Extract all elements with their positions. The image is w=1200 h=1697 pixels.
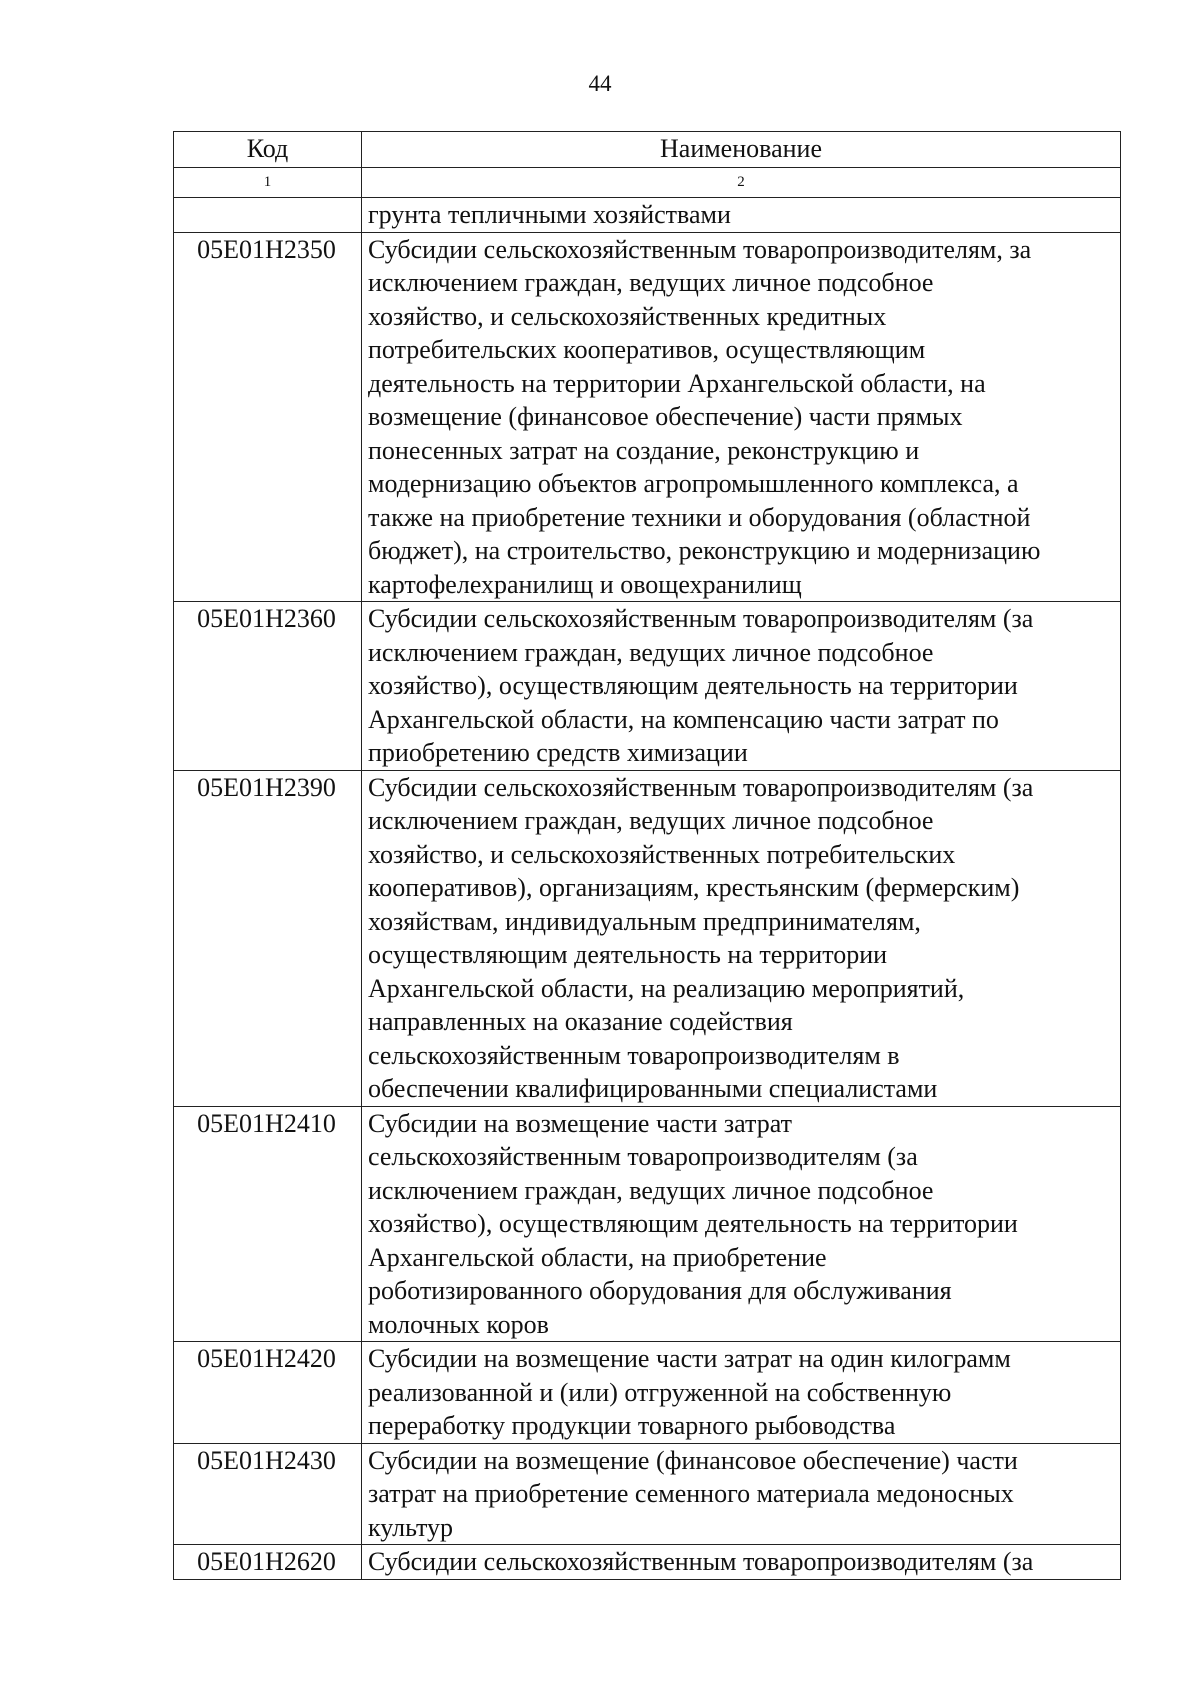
row-name	[362, 232, 1121, 602]
page-number: 44	[588, 71, 612, 96]
row-code: 05Е01Н2390	[174, 770, 362, 1106]
row-name-line: сельскохозяйственным товаропроизводителям в	[368, 1040, 900, 1070]
row-name-line: переработку продукции товарного рыбоводства	[368, 1411, 896, 1440]
row-name-line: хозяйствам, индивидуальным предпринимателям,	[368, 906, 921, 936]
header-code: Код	[174, 132, 362, 168]
row-name-line: исключением граждан, ведущих личное подсобное	[368, 806, 934, 835]
row-code: 05Е01Н2620	[174, 1545, 362, 1580]
row-name	[362, 1545, 1121, 1580]
row-name-line: затрат на приобретение семенного материала медоносных	[368, 1479, 1014, 1508]
row-name-line: бюджет), на строительство, реконструкцию и модернизацию	[368, 536, 1041, 565]
row-name	[362, 1106, 1121, 1342]
row-name	[362, 770, 1121, 1106]
row-name-line: хозяйство, и сельскохозяйственных потребительских	[368, 839, 956, 869]
row-name-line: Субсидии сельскохозяйственным товаропроизводителям (за	[368, 1547, 1034, 1576]
row-code	[174, 198, 362, 233]
table-row	[174, 1106, 1121, 1342]
row-name-line: Архангельской области, на приобретение	[368, 1242, 827, 1272]
row-code: 05Е01Н2430	[174, 1443, 362, 1545]
row-name-line: культур	[368, 1512, 453, 1542]
budget-code-table	[173, 131, 1121, 1580]
table-row	[174, 602, 1121, 771]
row-name	[362, 1342, 1121, 1444]
row-name-line: хозяйство, и сельскохозяйственных кредитных	[368, 301, 887, 331]
row-name-line: Архангельской области, на компенсацию части затрат по	[368, 704, 999, 734]
row-name-line: также на приобретение техники и оборудования (областной	[368, 502, 1031, 532]
row-name-line: реализованной и (или) отгруженной на собственную	[368, 1377, 952, 1407]
row-name-line: потребительских кооперативов, осуществляющим	[368, 335, 926, 364]
row-name-line: Субсидии сельскохозяйственным товаропроизводителям (за	[368, 604, 1034, 633]
row-name-line: деятельность на территории Архангельской области, на	[368, 368, 986, 398]
row-name-line: Субсидии на возмещение (финансовое обеспечение) части	[368, 1445, 1018, 1475]
table-row	[174, 232, 1121, 602]
column-number-row	[174, 168, 1121, 198]
row-name-line: возмещение (финансовое обеспечение) части прямых	[368, 402, 963, 431]
row-name-line: Субсидии сельскохозяйственным товаропроизводителям (за	[368, 772, 1034, 802]
row-name-line: понесенных затрат на создание, реконструкцию и	[368, 435, 920, 465]
row-name-line: Архангельской области, на реализацию мероприятий,	[368, 973, 965, 1003]
row-name-line: приобретению средств химизации	[368, 738, 748, 767]
table-header-row	[174, 132, 1121, 168]
header-name: Наименование	[362, 132, 1121, 168]
row-code: 05Е01Н2350	[174, 232, 362, 602]
column-number-1: 1	[174, 168, 362, 198]
column-number-2: 2	[362, 168, 1121, 198]
table-body	[174, 198, 1121, 1580]
row-name-line: сельскохозяйственным товаропроизводителям (за	[368, 1142, 918, 1171]
row-name-line: Субсидии на возмещение части затрат	[368, 1108, 792, 1138]
row-name-line: осуществляющим деятельность на территории	[368, 940, 888, 969]
row-code: 05Е01Н2410	[174, 1106, 362, 1342]
row-name-line: модернизацию объектов агропромышленного комплекса, а	[368, 469, 1019, 498]
row-name-line: молочных коров	[368, 1309, 549, 1339]
row-name-line: хозяйство), осуществляющим деятельность на территории	[368, 671, 1018, 700]
table-row	[174, 770, 1121, 1106]
row-name-line: Субсидии на возмещение части затрат на один килограмм	[368, 1344, 1011, 1373]
row-code: 05Е01Н2360	[174, 602, 362, 771]
row-name-line: обеспечении квалифицированными специалистами	[368, 1074, 938, 1103]
row-name-line: исключением граждан, ведущих личное подсобное	[368, 637, 934, 667]
row-name-line: Субсидии сельскохозяйственным товаропроизводителям, за	[368, 234, 1032, 264]
row-name-line: направленных на оказание содействия	[368, 1007, 793, 1036]
row-name	[362, 198, 1121, 233]
row-name-line: роботизированного оборудования для обслуживания	[368, 1276, 952, 1305]
row-name	[362, 1443, 1121, 1545]
row-name-line: исключением граждан, ведущих личное подсобное	[368, 268, 934, 297]
row-code: 05Е01Н2420	[174, 1342, 362, 1444]
table-row	[174, 1342, 1121, 1444]
row-name-line: хозяйство), осуществляющим деятельность на территории	[368, 1209, 1018, 1238]
table-row	[174, 1545, 1121, 1580]
table-row	[174, 198, 1121, 233]
row-name-line: кооперативов), организациям, крестьянским (фермерским)	[368, 873, 1020, 902]
row-name-line: грунта тепличными хозяйствами	[368, 200, 731, 229]
table-row	[174, 1443, 1121, 1545]
row-name-line: картофелехранилищ и овощехранилищ	[368, 569, 802, 599]
row-name	[362, 602, 1121, 771]
row-name-line: исключением граждан, ведущих личное подсобное	[368, 1175, 934, 1205]
